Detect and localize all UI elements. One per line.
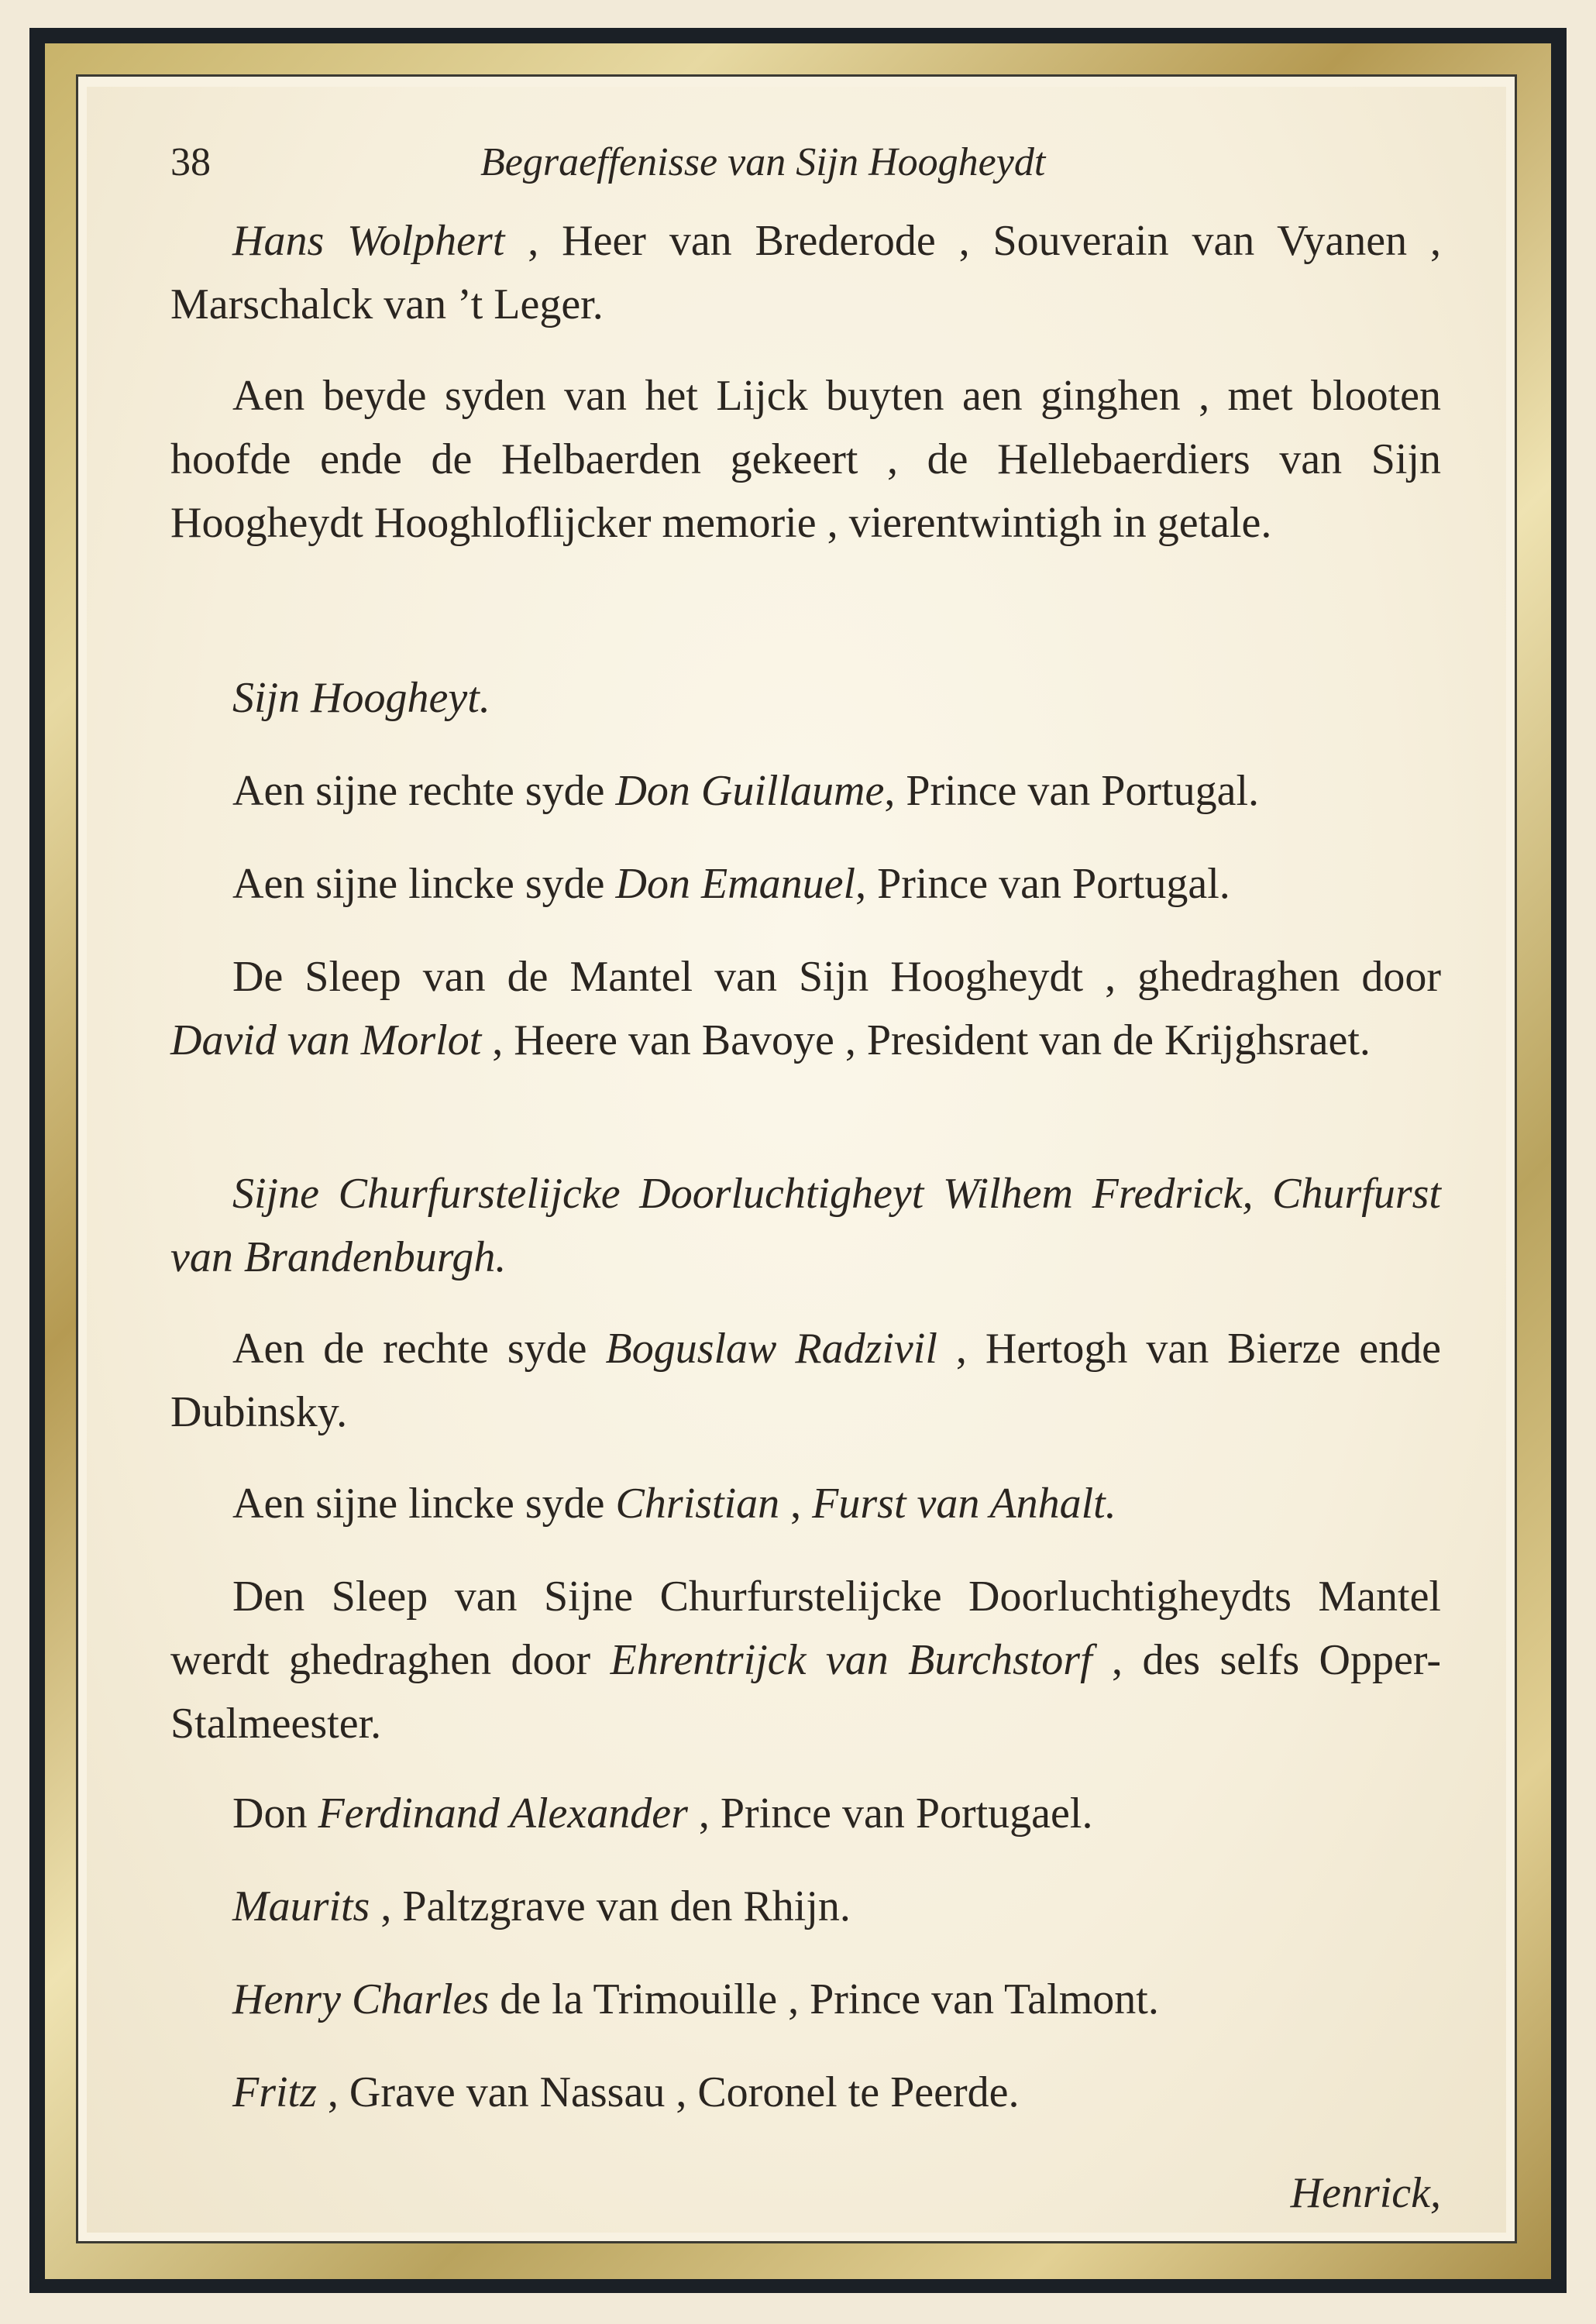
paragraph (170, 852, 1441, 916)
paragraph (170, 2061, 1441, 2124)
roman-text: , Grave van Nassau , Coronel te Peerde. (316, 2068, 1020, 2116)
roman-text: Don (232, 1789, 318, 1838)
roman-text: , Heere van Bavoye , President van de Krijghsraet. (481, 1016, 1371, 1064)
page-header (170, 132, 1441, 194)
paragraph (170, 1968, 1441, 2031)
roman-text: Aen sijne lincke syde (232, 1480, 616, 1528)
roman-text: , (779, 1480, 813, 1528)
paragraph (170, 1875, 1441, 1938)
paragraph (170, 1565, 1441, 1755)
italic-name-text: Ferdinand Alexander (318, 1789, 688, 1838)
roman-text: Aen de rechte syde (232, 1325, 606, 1373)
italic-name-text: Ehrentrijck van Burchstorf (610, 1636, 1092, 1684)
paragraph (170, 1317, 1441, 1444)
roman-text: De Sleep van de Mantel van Sijn Hoogheydt , ghedraghen door (232, 953, 1441, 1001)
italic-name-text: Don Guillaume (615, 767, 885, 815)
italic-name-text: Furst van Anhalt. (812, 1480, 1116, 1528)
italic-name-text: Sijne Churfurstelijcke Doorluchtigheyt Wilhem Fredrick, Churfurst van Brandenburgh. (170, 1170, 1441, 1281)
roman-text: Aen sijne lincke syde (232, 860, 616, 908)
running-title: Begraeffenisse van Sijn Hoogheydt (480, 140, 1046, 184)
roman-text: , Prince van Portugal. (884, 767, 1260, 815)
italic-name-text: Maurits (232, 1882, 370, 1930)
italic-name-text: David van Morlot (170, 1016, 482, 1064)
catchword: Henrick, (1290, 2169, 1441, 2217)
italic-name-text: Henry Charles (232, 1975, 490, 2023)
roman-text: , Hertogh van Bierze ende Dubinsky. (170, 1325, 1441, 1436)
roman-text: , Paltzgrave van den Rhijn. (370, 1882, 851, 1930)
roman-text: de la Trimouille , Prince van Talmont. (489, 1975, 1159, 2023)
roman-text: , Prince van Portugael. (687, 1789, 1093, 1838)
paragraph (170, 1162, 1441, 1289)
italic-name-text: Christian (615, 1480, 780, 1528)
italic-name-text: Don Emanuel (615, 860, 856, 908)
roman-text: , des selfs Opper-Stalmeester. (170, 1636, 1442, 1748)
paragraph (170, 1472, 1441, 1535)
roman-text: Den Sleep van Sijne Churfurstelijcke Doorluchtigheydts Mantel werdt ghedraghen door (170, 1573, 1441, 1684)
italic-name-text: Fritz (232, 2068, 317, 2116)
roman-text: , Prince van Portugal. (855, 860, 1230, 908)
italic-name-text: Hans Wolphert (232, 217, 505, 265)
paragraph (170, 666, 1441, 730)
page-text (170, 132, 1442, 2217)
paragraph (170, 945, 1441, 1072)
roman-text: Aen sijne rechte syde (232, 767, 616, 815)
paragraph (170, 209, 1441, 336)
roman-text: Aen beyde syden van het Lijck buyten aen ginghen , met blooten hoofde ende de Helbaerden gekeert , de Hellebaerdiers van Sijn Hoogheydt Hooghloflijcker memorie , vierentwintigh in getale. (170, 372, 1441, 547)
italic-name-text: Boguslaw Radzivil (605, 1325, 937, 1373)
paragraph (170, 759, 1441, 823)
paragraph (170, 1782, 1441, 1845)
italic-name-text: Sijn Hoogheyt. (232, 674, 490, 722)
roman-text: , Heer van Brederode , Souverain van Vyanen , Marschalck van ’t Leger. (170, 217, 1441, 328)
paragraph (170, 364, 1441, 555)
page-number: 38 (170, 140, 211, 184)
